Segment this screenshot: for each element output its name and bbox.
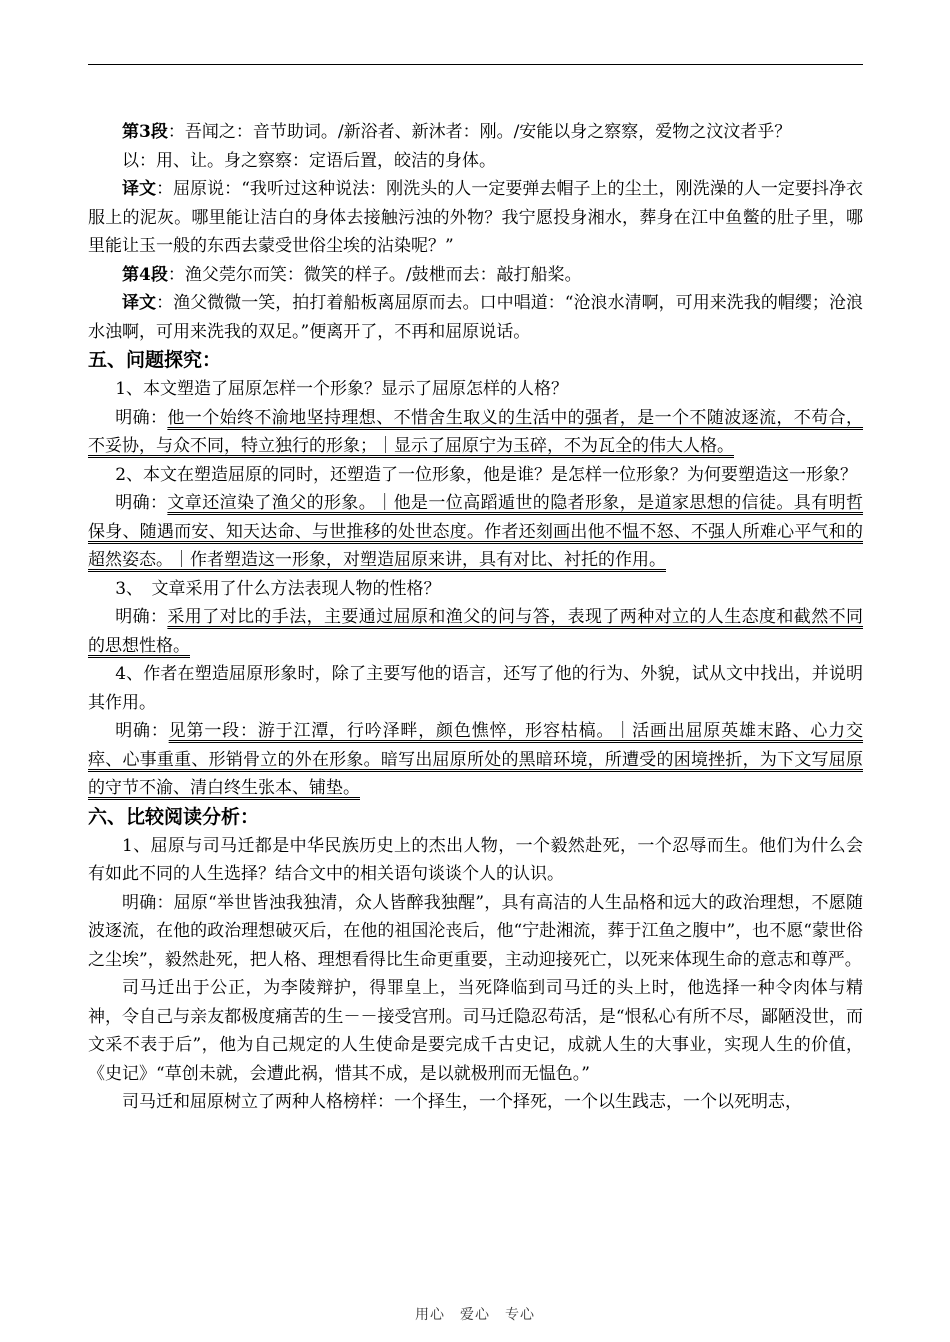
para3-translation [88,175,863,261]
section5-heading: 五、问题探究： [88,349,222,371]
section6-q1: 1、屈原与司马迁都是中华民族历史上的杰出人物，一个毅然赴死，一个忍辱而生。他们为什么会有如此不同的人生选择？结合文中的相关语句谈谈个人的认识。 [88,835,863,884]
para4-trans-label: 译文 [122,293,157,313]
section6-p3: 司马迁和屈原树立了两种人格榜样：一个择生，一个择死，一个以生践志，一个以死明志， [122,1092,802,1112]
section5-a3-label: 明确： [115,607,168,627]
para4-line1: ：渔父莞尔而笑：微笑的样子。/鼓枻而去：敲打船桨。 [167,264,582,285]
section6-p2: 司马迁出于公正，为李陵辩护，得罪皇上，当死降临到司马迁的头上时，他选择一种令肉体与精神，令自己与亲友都极度痛苦的生－－接受宫刑。司马迁隐忍苟活，是“恨私心有所不尽，鄙陋没世，而文采不表于后”，他为自己规定的人生使命是要完成千古史记，成就人生的大事业，实现人生的价值，《史记》“草创未就，会遭此祸，惜其不成，是以就极刑而无愠色。” [88,978,863,1084]
section5-a2-label: 明确： [115,493,168,513]
section5-a4-label: 明确： [115,721,169,741]
section5-q4: 4、作者在塑造屈原形象时，除了主要写他的语言，还写了他的行为、外貌，试从文中找出，并说明其作用。 [88,664,863,713]
section5-a3 [88,603,863,660]
section5-a3-text: 采用了对比的手法，主要通过屈原和渔父的问与答，表现了两种对立的人生态度和截然不同的思想性格。 [88,607,864,656]
para3-notes [88,118,863,147]
para3-notes-2: 以：用、让。身之察察：定语后置，皎洁的身体。 [122,150,496,171]
header-rule [88,64,863,65]
para4-trans-text: ：渔父微微一笑，拍打着船板离屈原而去。口中唱道：“沧浪水清啊，可用来洗我的帽缨；沧浪水浊啊，可用来洗我的双足。”便离开了，不再和屈原说话。 [88,293,863,342]
page-footer: 用心 爱心 专心 [415,1307,535,1323]
section6-heading: 六、比较阅读分析： [88,805,260,828]
document-body [88,118,863,1117]
section5-a4 [88,717,863,803]
para3-trans-label: 译文 [122,179,157,199]
para3-label: 第3段 [122,122,168,142]
section5-a2-text: 文章还渲染了渔父的形象。｜他是一位高蹈遁世的隐者形象，是道家思想的信徒。具有明哲保身、随遇而安、知天达命、与世推移的处世态度。作者还刻画出他不愠不怒、不强人所难心平气和的超然姿态。｜作者塑造这一形象，对塑造屈原来讲，具有对比、衬托的作用。 [88,493,864,570]
para3-line1: ：吾闻之：音节助词。/新浴者、新沐者：刚。/安能以身之察察，爱物之汶汶者乎？ [167,122,792,142]
section5-q1: 1、本文塑造了屈原怎样一个形象？显示了屈原怎样的人格？ [115,379,569,399]
section5-a1-text: 他一个始终不渝地坚持理想、不惜舍生取义的生活中的强者，是一个不随波逐流，不苟合，不妥协，与众不同，特立独行的形象；｜显示了屈原宁为玉碎，不为瓦全的伟大人格。 [88,407,864,456]
section6-a1: 明确：屈原“举世皆浊我独清，众人皆醉我独醒”，具有高洁的人生品格和远大的政治理想，不愿随波逐流，在他的政治理想破灭后，在他的祖国沦丧后，他“宁赴湘流，葬于江鱼之腹中”，也不愿“蒙世俗之尘埃”，毅然赴死，把人格、理想看得比生命更重要，主动迎接死亡，以死来体现生命的意志和尊严。 [88,892,863,970]
section5-a2 [88,489,863,575]
para4-translation [88,289,863,346]
para4-notes [88,261,863,290]
section5-q3: 3、 文章采用了什么方法表现人物的性格？ [115,578,441,599]
section5-q2: 2、本文在塑造屈原的同时，还塑造了一位形象，他是谁？是怎样一位形象？为何要塑造这一形象？ [115,464,858,485]
section5-a4-text: 见第一段：游于江潭，行吟泽畔，颜色憔悴，形容枯槁。｜活画出屈原英雄末路、心力交瘁、心事重重、形销骨立的外在形象。暗写出屈原所处的黑暗环境，所遭受的困境挫折，为下文写屈原的守节不渝、清白终生张本、铺垫。 [88,721,864,798]
para4-label: 第4段 [122,264,168,285]
section5-a1 [88,404,863,461]
section5-a1-label: 明确： [115,407,168,428]
para3-trans-text: ：屈原说：“我听过这种说法：刚洗头的人一定要弹去帽子上的尘土，刚洗澡的人一定要抖净衣服上的泥灰。哪里能让洁白的身体去接触污浊的外物？我宁愿投身湘水，葬身在江中鱼鳖的肚子里，哪里能让玉一般的东西去蒙受世俗尘埃的沾染呢？” [88,179,863,256]
